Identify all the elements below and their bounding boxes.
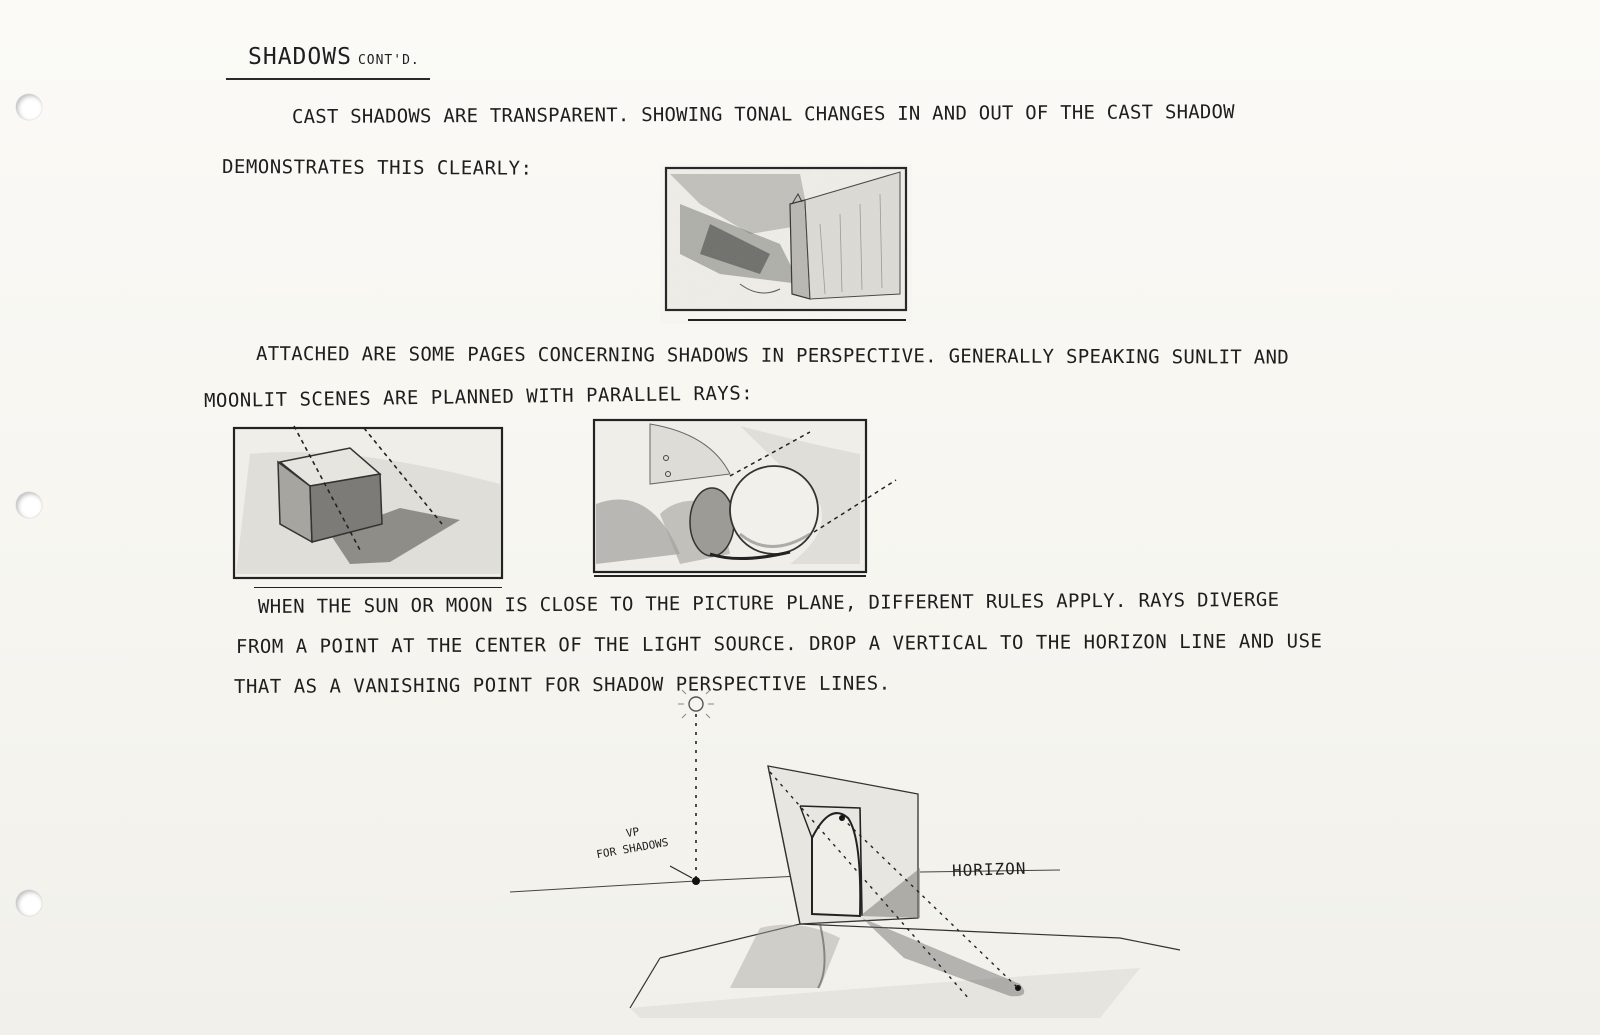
paragraph-1-line-2: DEMONSTRATES THIS CLEARLY:	[221, 156, 533, 180]
binder-hole-top	[16, 94, 42, 120]
vp-label-line-1: VP	[624, 824, 641, 841]
paragraph-1-line-1: CAST SHADOWS ARE TRANSPARENT. SHOWING TONAL CHANGES IN AND OUT OF THE CAST SHADOW	[291, 101, 1235, 128]
title-main: SHADOWS	[248, 44, 352, 70]
light-source-icon	[689, 697, 703, 711]
box-parallel-rays-sketch	[230, 424, 506, 588]
vp-label-line-2: FOR SHADOWS	[595, 835, 670, 862]
paragraph-3-line-1: WHEN THE SUN OR MOON IS CLOSE TO THE PICTURE PLANE, DIFFERENT RULES APPLY. RAYS DIVERGE	[257, 588, 1280, 618]
binder-hole-bottom	[16, 890, 42, 916]
title-suffix: CONT'D.	[357, 53, 420, 68]
vanishing-point-dot	[692, 877, 700, 885]
binder-hole-middle	[16, 492, 42, 518]
paragraph-2-line-1: ATTACHED ARE SOME PAGES CONCERNING SHADOWS IN PERSPECTIVE. GENERALLY SPEAKING SUNLIT AND	[255, 343, 1290, 369]
fence-shadow-sketch	[660, 164, 912, 324]
horizon-label: HORIZON	[951, 858, 1027, 881]
paragraph-2-line-2: MOONLIT SCENES ARE PLANNED WITH PARALLEL RAYS:	[203, 382, 754, 412]
page-title	[248, 44, 420, 70]
title-underline	[226, 78, 430, 80]
paragraph-3-line-3: THAT AS A VANISHING POINT FOR SHADOW PERSPECTIVE LINES.	[233, 672, 891, 698]
paragraph-3-line-2: FROM A POINT AT THE CENTER OF THE LIGHT SOURCE. DROP A VERTICAL TO THE HORIZON LINE AND USE	[235, 630, 1323, 658]
sphere-parallel-rays-sketch	[590, 414, 900, 580]
